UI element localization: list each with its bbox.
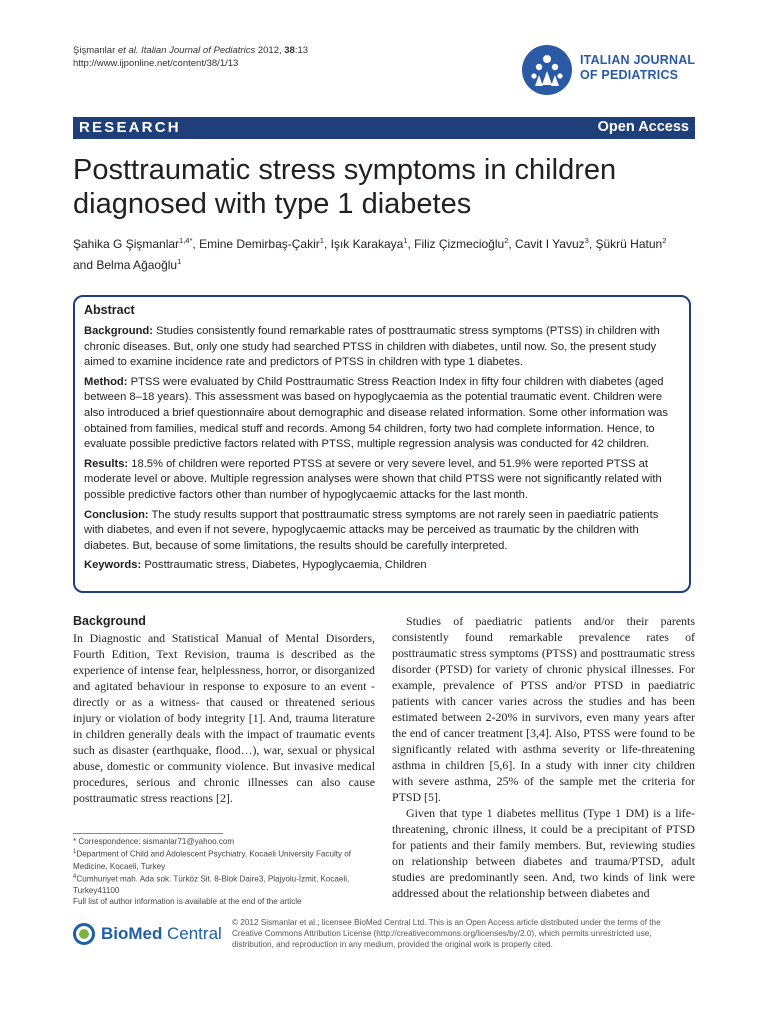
authors-and: and <box>73 258 94 272</box>
biomed-central-logo <box>73 923 223 951</box>
biomed-central-icon-center <box>79 929 89 939</box>
article-type-banner <box>73 117 695 139</box>
abstract-background: Background: Studies consistently found remarkable rates of posttraumatic stress symptoms (PTSS) in children with chronic diseases. But, only one study had searched PTSS in children with diabetes, until now. So, the present study aimed to examine incidence rate and predictors of PTSS in children with type 1 diabetes. <box>84 325 660 369</box>
article-url[interactable]: http://www.ijponline.net/content/38/1/13 <box>73 58 239 69</box>
footnotes <box>73 836 378 908</box>
section-heading-background: Background <box>73 614 146 628</box>
journal-logo <box>522 45 702 95</box>
citation-header <box>73 44 308 70</box>
journal-logo-line1: ITALIAN JOURNAL <box>580 53 696 67</box>
journal-logo-line2: OF PEDIATRICS <box>580 68 679 82</box>
body-paragraph: Given that type 1 diabetes mellitus (Type 1 DM) is a life-threatening, chronic illness, it could be a precipitant of PTSD for patients and their family members. But, reviewing studies on relationship between diabetes and trauma/PTSD, adult studies are predominantly seen. And, two kinds of link were addressed about the relationship between diabetes and <box>392 806 695 900</box>
abstract-conclusion: Conclusion: The study results support that posttraumatic stress symptoms are not rarely seen in paediatric patients with diabetes, and even if not severe, hypoglycaemic attacks may be perceived as traumatic by the children with diabetes. But, because of some limitations, the results should be carefully interpreted. <box>84 508 659 552</box>
article-type: RESEARCH <box>79 119 181 136</box>
author: Şükrü Hatun$^2$ <box>595 236 667 251</box>
footnote-divider <box>73 833 223 834</box>
body-paragraph: In Diagnostic and Statistical Manual of Mental Disorders, Fourth Edition, Text Revision, trauma is described as the experience of intense fear, helplessness, horror, or disorganized and agitated behaviour in response to exposure to an event -directly or as a witness- that caused or threatened serious injury or violation of body integrity [1]. And, trauma literature in children generally deals with the impact of traumatic events such as disaster (earthquake, flood…), war, sexual or physical abuse, domestic or community violence. But invasive medical procedures, serious and chronic illnesses can also cause posttraumatic stress reactions [2]. <box>73 631 375 805</box>
abstract-heading: Abstract <box>84 303 135 317</box>
citation-author: Şişmanlar <box>73 45 116 56</box>
journal-logo-icon <box>522 45 572 95</box>
body-column-left <box>73 613 375 806</box>
citation-line <box>73 44 308 57</box>
author: Şahika G Şişmanlar$^{1,4*}$ <box>73 236 193 251</box>
author: Filiz Çizmecioğlu$^2$ <box>414 236 509 251</box>
citation-volume: 38 <box>284 45 295 56</box>
author: Emine Demirbaş-Çakir$^1$ <box>199 236 324 251</box>
abstract-results: Results: 18.5% of children were reported PTSS at severe or very severe level, and 51.9% were reported PTSS at moderate level or above. Multiple regression analyses were shown that child PTSS were not significantly related with possible predictive factors other than number of hypoglycaemic attacks for the last month. <box>84 457 662 501</box>
author: Işık Karakaya$^1$ <box>330 236 408 251</box>
citation-et-al: et al. <box>117 45 139 56</box>
affiliation-1: $^1$Department of Child and Adolescent Psychiatry, Kocaeli University Faculty of Medicine, Kocaeli, Turkey <box>73 849 352 871</box>
abstract-method: Method: PTSS were evaluated by Child Posttraumatic Stress Reaction Index in fifty four children with diabetes (aged between 8–18 years). This assessment was based on hypoglycaemia as the potential traumatic event. Children were also introduced a brief questionnaire about demographic and disease related information. Some other information was obtained from families, medical stuff and records. Among 54 children, forty two had complete information. Hence, to evaluate possible predictive factors related with PTSS, multiple regression analysis was conducted for 42 children. <box>84 375 668 451</box>
central-text: Central <box>167 924 222 943</box>
full-author-info-note: Full list of author information is available at the end of the article <box>73 897 302 907</box>
author: Belma Ağaoğlu$^1$ <box>96 257 182 272</box>
affiliation-4: $^4$Cumhuriyet mah. Ada sok. Türköz Sit. 8-Blok Daire3, Plajyolu-İzmit, Kocaeli, Turkey41100 <box>73 873 350 895</box>
article-title: Posttraumatic stress symptoms in children diagnosed with type 1 diabetes <box>73 154 617 220</box>
author-list: Şahika G Şişmanlar$^{1,4*}$, Emine Demirbaş-Çakir$^1$, Işık Karakaya$^1$, Filiz Çizmecioğlu$^2$, Cavit I Yavuz$^3$, Şükrü Hatun$^2$ and Belma Ağaoğlu$^1$ <box>73 236 667 272</box>
body-paragraph: Studies of paediatric patients and/or their parents consistently found remarkable prevalence rates of posttraumatic stress symptoms (PTSS) and posttraumatic stress disorder (PTSD) for variety of chronic physical illnesses. For example, prevalence of PTSS and/or PTSD in paediatric patients with cancer varies across the studies and has been estimated between 2-20% in survivors, even many years after the end of cancer treatment [3,4]. Also, PTSS were found to be significantly related with asthma severity or life-threatening asthma in children [5,6]. In a study with inner city children with severe asthma, 25% of the sample met the criteria for PTSD [5]. <box>392 614 695 804</box>
open-access-label: Open Access <box>597 119 689 135</box>
journal-logo-text <box>580 53 695 83</box>
author: Cavit I Yavuz$^3$ <box>515 236 589 251</box>
citation-article: :13 <box>294 45 309 56</box>
biomed-text: BioMed <box>101 924 163 943</box>
citation-journal: Italian Journal of Pediatrics <box>141 45 256 56</box>
citation-year: 2012, <box>257 45 282 56</box>
license-statement: © 2012 Sismanlar et al.; licensee BioMed Central Ltd. This is an Open Access article distributed under the terms of the Creative Commons Attribution License (http://creativecommons.org/licenses/by/2.0), which permits unrestricted use, distribution, and reproduction in any medium, provided the original work is properly cited. <box>232 918 661 950</box>
abstract-box <box>73 295 691 593</box>
correspondence-note: * Correspondence: sismanlar71@yahoo.com <box>73 837 235 846</box>
abstract-keywords: Keywords: Posttraumatic stress, Diabetes, Hypoglycaemia, Children <box>84 559 427 572</box>
body-column-right <box>392 613 695 901</box>
